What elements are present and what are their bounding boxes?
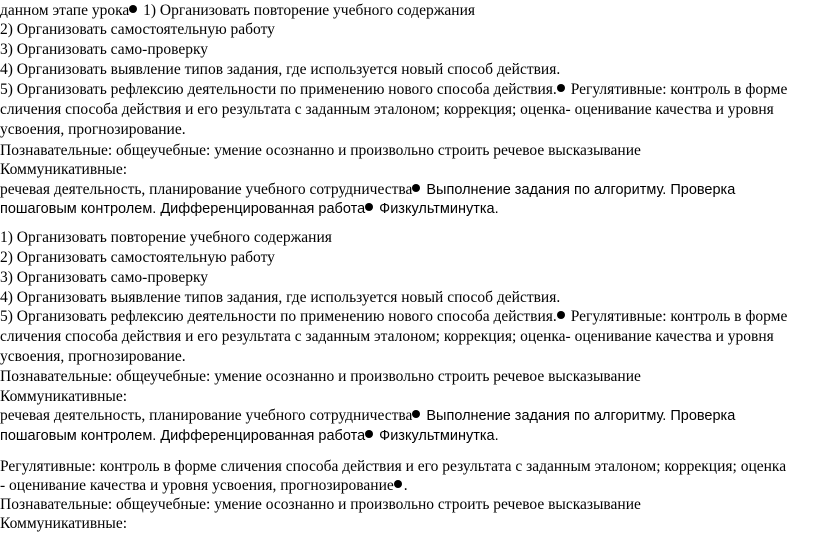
bullet-icon bbox=[394, 480, 402, 488]
text-line: 1) Организовать повторение учебного содержания bbox=[0, 229, 332, 246]
text-line: 4) Организовать выявление типов задания, где используется новый способ действия. bbox=[0, 61, 561, 78]
text-line bbox=[0, 307, 787, 326]
text-line: Коммуникативные: bbox=[0, 161, 128, 178]
text-line: сличения способа действия и его результата с заданным эталоном; коррекция; оценка- оценивание качества и уровня bbox=[0, 328, 774, 345]
text-fragment: Выполнение задания по алгоритму. Проверка bbox=[422, 182, 736, 198]
text-line: 3) Организовать само-проверку bbox=[0, 41, 209, 58]
text-line: 2) Организовать самостоятельную работу bbox=[0, 249, 275, 266]
text-line: усвоения, прогнозирование. bbox=[0, 121, 186, 138]
bullet-icon bbox=[557, 84, 565, 92]
text-line bbox=[0, 80, 787, 99]
text-fragment: Физкультминутка. bbox=[375, 201, 499, 217]
text-fragment: пошаговым контролем. Дифференцированная работа bbox=[0, 201, 366, 217]
text-line: сличения способа действия и его результата с заданным эталоном; коррекция; оценка- оценивание качества и уровня bbox=[0, 101, 774, 118]
bullet-icon bbox=[412, 410, 420, 418]
text-line: 3) Организовать само-проверку bbox=[0, 269, 209, 286]
text-line: 2) Организовать самостоятельную работу bbox=[0, 21, 275, 38]
text-fragment: Выполнение задания по алгоритму. Проверка bbox=[422, 408, 736, 424]
text-line: Регулятивные: контроль в форме сличения способа действия и его результата с заданным эталоном; коррекция; оценка bbox=[0, 458, 787, 475]
text-fragment: 5) Организовать рефлексию деятельности по применению нового способа действия. bbox=[0, 308, 557, 325]
text-line: Познавательные: общеучебные: умение осознанно и произвольно строить речевое высказывание bbox=[0, 368, 641, 385]
text-fragment: - оценивание качества и уровня усвоения, прогнозирование bbox=[0, 477, 394, 494]
text-fragment: . bbox=[403, 477, 408, 494]
text-line: 4) Организовать выявление типов задания, где используется новый способ действия. bbox=[0, 289, 561, 306]
text-fragment: Физкультминутка. bbox=[375, 428, 499, 444]
bullet-icon bbox=[557, 311, 565, 319]
text-line bbox=[0, 180, 735, 200]
bullet-icon bbox=[365, 203, 373, 211]
text-line bbox=[0, 1, 475, 20]
text-line bbox=[0, 200, 499, 219]
text-fragment: Регулятивные: контроль в форме bbox=[566, 308, 788, 325]
text-fragment: пошаговым контролем. Дифференцированная работа bbox=[0, 428, 366, 444]
text-line: Познавательные: общеучебные: умение осознанно и произвольно строить речевое высказывание bbox=[0, 496, 641, 513]
text-fragment: 1) Организовать повторение учебного содержания bbox=[139, 2, 476, 19]
text-line: усвоения, прогнозирование. bbox=[0, 348, 186, 365]
text-fragment: речевая деятельность, планирование учебного сотрудничества bbox=[0, 181, 413, 198]
text-fragment: речевая деятельность, планирование учебного сотрудничества bbox=[0, 407, 413, 424]
text-line bbox=[0, 476, 408, 495]
text-line: Коммуникативные: bbox=[0, 515, 128, 532]
bullet-icon bbox=[412, 184, 420, 192]
text-fragment: Регулятивные: контроль в форме bbox=[566, 81, 788, 98]
text-fragment: 5) Организовать рефлексию деятельности по применению нового способа действия. bbox=[0, 81, 557, 98]
text-fragment: данном этапе урока bbox=[0, 2, 130, 19]
text-line bbox=[0, 406, 735, 426]
text-line: Коммуникативные: bbox=[0, 388, 128, 405]
text-line bbox=[0, 427, 499, 446]
bullet-icon bbox=[129, 5, 137, 13]
text-line: Познавательные: общеучебные: умение осознанно и произвольно строить речевое высказывание bbox=[0, 142, 641, 159]
bullet-icon bbox=[365, 430, 373, 438]
